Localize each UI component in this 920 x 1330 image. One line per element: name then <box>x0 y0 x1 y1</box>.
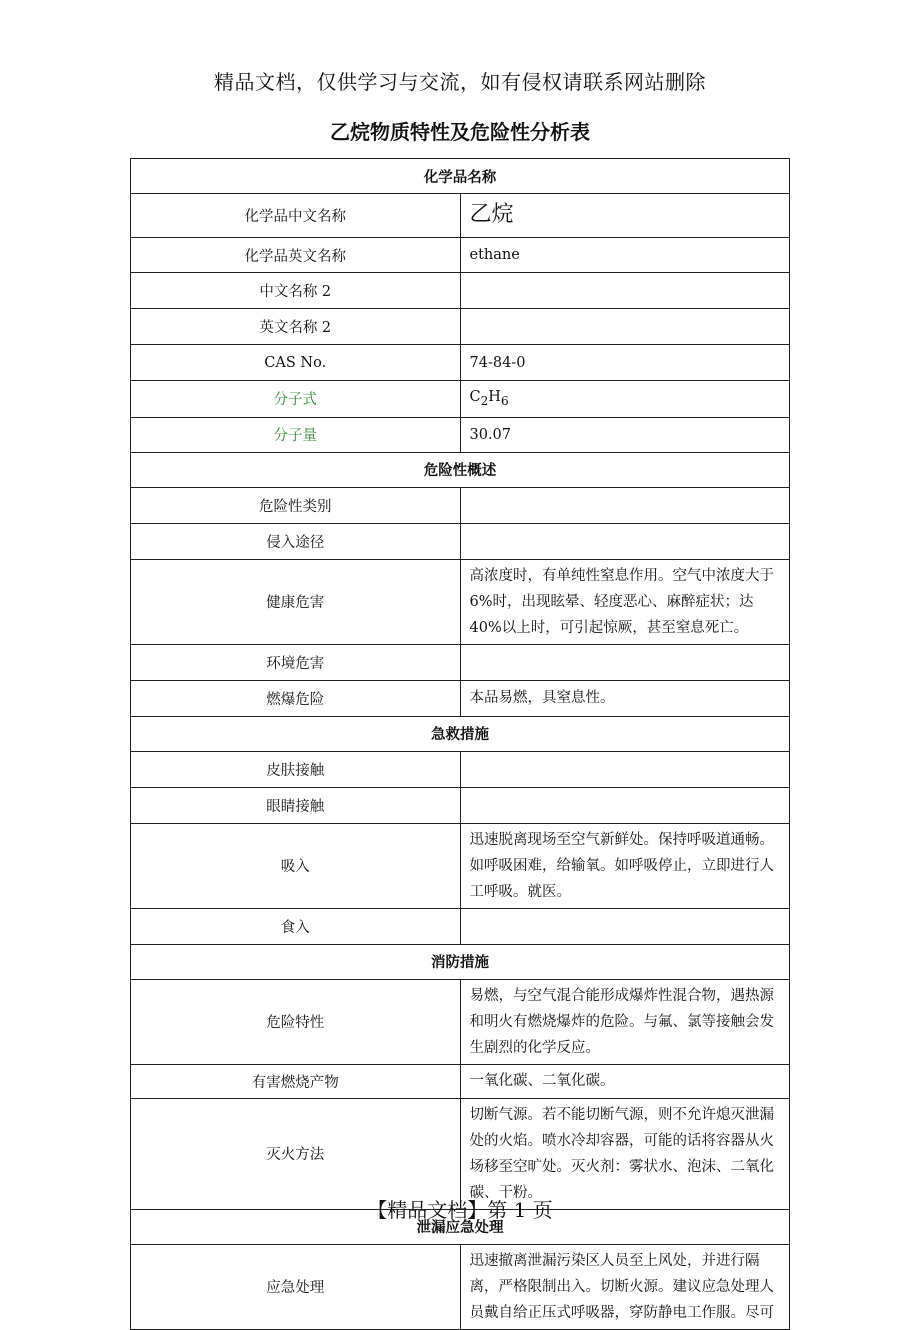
value-formula <box>460 381 790 418</box>
label-en-name: 化学品英文名称 <box>131 238 461 273</box>
label-en-name-2: 英文名称 2 <box>131 309 461 345</box>
value-en-name-2 <box>460 309 790 345</box>
cn-name-text: 乙烷 <box>469 201 514 227</box>
value-emergency-response: 迅速撤离泄漏污染区人员至上风处，并进行隔离，严格限制出入。切断火源。建议应急处理人员戴自给正压式呼吸器，穿防静电工作服。尽可 <box>460 1244 790 1329</box>
section-header-chem-name: 化学品名称 <box>131 159 790 194</box>
label-skin-contact: 皮肤接触 <box>131 751 461 787</box>
value-eye-contact <box>460 787 790 823</box>
value-entry-route <box>460 523 790 559</box>
value-hazard-category <box>460 487 790 523</box>
label-emergency-response: 应急处理 <box>131 1244 461 1329</box>
section-header-leak: 泄漏应急处理 <box>131 1209 790 1244</box>
value-health-hazard: 高浓度时，有单纯性窒息作用。空气中浓度大于 6%时，出现眩晕、轻度恶心、麻醉症状；达 40%以上时，可引起惊厥，甚至窒息死亡。 <box>460 559 790 644</box>
value-cn-name <box>460 194 790 238</box>
value-cn-name-2 <box>460 273 790 309</box>
label-inhalation: 吸入 <box>131 823 461 908</box>
label-entry-route: 侵入途径 <box>131 523 461 559</box>
section-header-first-aid: 急救措施 <box>131 716 790 751</box>
value-ingestion <box>460 908 790 944</box>
formula-h: H <box>488 389 501 405</box>
formula-c-sub: 2 <box>480 393 489 408</box>
formula-h-sub: 6 <box>500 393 509 408</box>
formula-c: C <box>469 389 481 405</box>
label-hazard-category: 危险性类别 <box>131 487 461 523</box>
label-molecular-weight: 分子量 <box>131 417 461 452</box>
value-explosion-hazard: 本品易燃，具窒息性。 <box>460 680 790 716</box>
value-molecular-weight: 30.07 <box>460 417 790 452</box>
section-header-hazard: 危险性概述 <box>131 452 790 487</box>
value-skin-contact <box>460 751 790 787</box>
label-ingestion: 食入 <box>131 908 461 944</box>
label-cas: CAS No. <box>131 345 461 381</box>
value-inhalation: 迅速脱离现场至空气新鲜处。保持呼吸道通畅。如呼吸困难，给输氧。如呼吸停止，立即进行人工呼吸。就医。 <box>460 823 790 908</box>
label-explosion-hazard: 燃爆危险 <box>131 680 461 716</box>
label-cn-name: 化学品中文名称 <box>131 194 461 238</box>
label-cn-name-2: 中文名称 2 <box>131 273 461 309</box>
label-health-hazard: 健康危害 <box>131 559 461 644</box>
label-formula: 分子式 <box>131 381 461 418</box>
section-header-fire: 消防措施 <box>131 944 790 979</box>
page-footer: 【精品文档】第 1 页 <box>367 1198 553 1222</box>
document-title: 乙烷物质特性及危险性分析表 <box>330 120 590 144</box>
watermark-text: 精品文档，仅供学习与交流，如有侵权请联系网站删除 <box>214 70 706 94</box>
value-combustion-products: 一氧化碳、二氧化碳。 <box>460 1064 790 1098</box>
label-combustion-products: 有害燃烧产物 <box>131 1064 461 1098</box>
value-extinguish-method: 切断气源。若不能切断气源，则不允许熄灭泄漏处的火焰。喷水冷却容器，可能的话将容器从火场移至空旷处。灭火剂：雾状水、泡沫、二氧化碳、干粉。 <box>460 1098 790 1209</box>
label-eye-contact: 眼睛接触 <box>131 787 461 823</box>
label-fire-hazard: 危险特性 <box>131 979 461 1064</box>
value-env-hazard <box>460 644 790 680</box>
label-env-hazard: 环境危害 <box>131 644 461 680</box>
value-fire-hazard: 易燃，与空气混合能形成爆炸性混合物，遇热源和明火有燃烧爆炸的危险。与氟、氯等接触会发生剧烈的化学反应。 <box>460 979 790 1064</box>
label-extinguish-method: 灭火方法 <box>131 1098 461 1209</box>
msds-table <box>130 158 790 1330</box>
value-cas: 74-84-0 <box>460 345 790 381</box>
value-en-name: ethane <box>460 238 790 273</box>
